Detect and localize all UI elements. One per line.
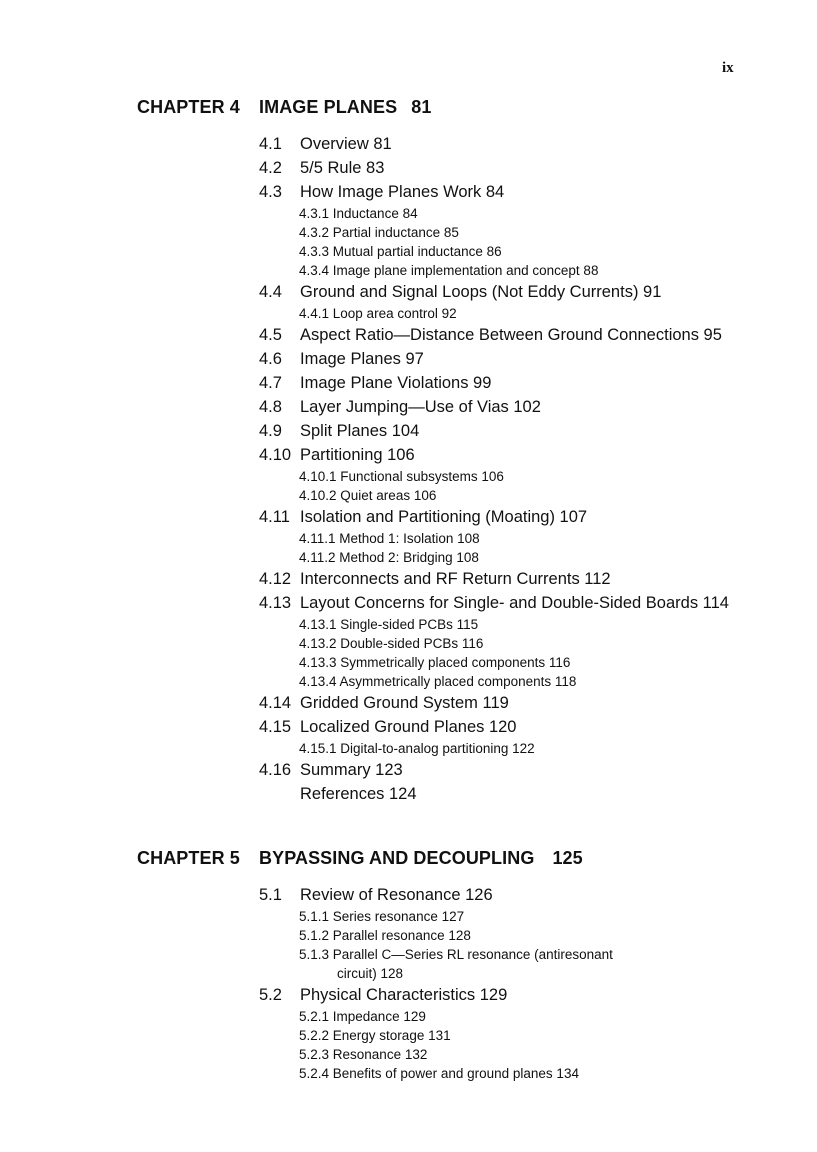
section-title: Split Planes 104 bbox=[300, 422, 420, 440]
chapter-5-heading bbox=[137, 848, 777, 874]
section-number: 4.7 bbox=[259, 374, 282, 392]
section-number: 4.4 bbox=[259, 283, 282, 301]
section-title: Physical Characteristics 129 bbox=[300, 986, 508, 1004]
section-title: Layer Jumping—Use of Vias 102 bbox=[300, 398, 541, 416]
section-entry bbox=[137, 505, 777, 529]
subsection-entry bbox=[137, 1007, 777, 1026]
section-number: 5.2 bbox=[259, 986, 282, 1004]
section-number: 4.3 bbox=[259, 183, 282, 201]
chapter-4-entries bbox=[137, 132, 777, 806]
subsection-title: 4.13.3 Symmetrically placed components 116 bbox=[299, 655, 571, 670]
section-title: 5/5 Rule 83 bbox=[300, 159, 385, 177]
section-entry bbox=[137, 323, 777, 347]
section-number: 4.8 bbox=[259, 398, 282, 416]
chapter-page: 81 bbox=[411, 97, 432, 117]
section-number: 4.1 bbox=[259, 135, 282, 153]
subsection-title: 4.4.1 Loop area control 92 bbox=[299, 306, 457, 321]
section-entry bbox=[137, 395, 777, 419]
section-number: 4.10 bbox=[259, 446, 292, 464]
section-title: How Image Planes Work 84 bbox=[300, 183, 505, 201]
subsection-title: 5.1.1 Series resonance 127 bbox=[299, 909, 465, 924]
section-entry bbox=[137, 591, 777, 615]
subsection-title: 4.11.2 Method 2: Bridging 108 bbox=[299, 550, 479, 565]
section-entry bbox=[137, 156, 777, 180]
chapter-title-text: BYPASSING AND DECOUPLING bbox=[259, 848, 535, 868]
subsection-title: 5.2.1 Impedance 129 bbox=[299, 1009, 426, 1024]
chapter-label: CHAPTER 4 bbox=[137, 97, 240, 117]
section-number: 4.9 bbox=[259, 422, 282, 440]
chapter-5-entries bbox=[137, 883, 777, 1083]
chapter-4-block bbox=[137, 97, 777, 806]
subsection-title: 4.3.1 Inductance 84 bbox=[299, 206, 418, 221]
section-entry bbox=[137, 419, 777, 443]
subsection-entry bbox=[137, 261, 777, 280]
section-number: 4.5 bbox=[259, 326, 282, 344]
subsection-title: 4.3.4 Image plane implementation and concept 88 bbox=[299, 263, 599, 278]
subsection-entry bbox=[137, 486, 777, 505]
subsection-entry bbox=[137, 739, 777, 758]
section-number: 4.11 bbox=[259, 508, 290, 526]
chapter-5-block bbox=[137, 848, 777, 1083]
subsection-entry bbox=[137, 223, 777, 242]
subsection-title: 4.10.2 Quiet areas 106 bbox=[299, 488, 437, 503]
section-number: 4.12 bbox=[259, 570, 292, 588]
subsection-entry bbox=[137, 1026, 777, 1045]
section-entry bbox=[137, 567, 777, 591]
section-title: Overview 81 bbox=[300, 135, 392, 153]
section-entry bbox=[137, 443, 777, 467]
subsection-entry bbox=[137, 204, 777, 223]
subsection-entry bbox=[137, 548, 777, 567]
subsection-continuation bbox=[137, 964, 777, 983]
section-title: Interconnects and RF Return Currents 112 bbox=[300, 570, 611, 588]
section-title: Isolation and Partitioning (Moating) 107 bbox=[300, 508, 588, 526]
chapter-title-text: IMAGE PLANES bbox=[259, 97, 398, 117]
section-title: Aspect Ratio—Distance Between Ground Connections 95 bbox=[300, 326, 722, 344]
subsection-title: 4.13.2 Double-sided PCBs 116 bbox=[299, 636, 484, 651]
subsection-entry bbox=[137, 907, 777, 926]
subsection-entry bbox=[137, 467, 777, 486]
section-title: Layout Concerns for Single- and Double-Sided Boards 114 bbox=[300, 594, 729, 612]
subsection-entry bbox=[137, 304, 777, 323]
references-title: References 124 bbox=[300, 785, 417, 803]
subsection-title: 5.2.2 Energy storage 131 bbox=[299, 1028, 451, 1043]
section-title: Image Plane Violations 99 bbox=[300, 374, 492, 392]
section-entry bbox=[137, 347, 777, 371]
chapter-title bbox=[259, 848, 583, 869]
references-entry bbox=[137, 782, 777, 806]
subsection-entry bbox=[137, 653, 777, 672]
subsection-title: 5.1.3 Parallel C—Series RL resonance (antiresonant bbox=[299, 947, 613, 962]
section-entry bbox=[137, 883, 777, 907]
section-title: Gridded Ground System 119 bbox=[300, 694, 509, 712]
section-number: 4.14 bbox=[259, 694, 292, 712]
chapter-label: CHAPTER 5 bbox=[137, 848, 240, 868]
section-entry bbox=[137, 715, 777, 739]
section-number: 4.15 bbox=[259, 718, 292, 736]
section-number: 4.16 bbox=[259, 761, 292, 779]
section-title: Image Planes 97 bbox=[300, 350, 424, 368]
section-number: 4.13 bbox=[259, 594, 292, 612]
section-title: Partitioning 106 bbox=[300, 446, 415, 464]
section-title: Summary 123 bbox=[300, 761, 403, 779]
chapter-title bbox=[259, 97, 431, 118]
section-entry bbox=[137, 758, 777, 782]
section-title: Ground and Signal Loops (Not Eddy Currents) 91 bbox=[300, 283, 662, 301]
subsection-entry bbox=[137, 1064, 777, 1083]
subsection-entry bbox=[137, 926, 777, 945]
section-title: Review of Resonance 126 bbox=[300, 886, 493, 904]
section-number: 4.6 bbox=[259, 350, 282, 368]
subsection-entry bbox=[137, 945, 777, 964]
subsection-entry bbox=[137, 529, 777, 548]
subsection-title: 4.3.3 Mutual partial inductance 86 bbox=[299, 244, 502, 259]
page-number: ix bbox=[722, 60, 734, 76]
subsection-entry bbox=[137, 634, 777, 653]
subsection-entry bbox=[137, 1045, 777, 1064]
section-entry bbox=[137, 180, 777, 204]
subsection-title: 5.1.2 Parallel resonance 128 bbox=[299, 928, 471, 943]
subsection-entry bbox=[137, 242, 777, 261]
subsection-entry bbox=[137, 672, 777, 691]
section-entry bbox=[137, 983, 777, 1007]
section-number: 5.1 bbox=[259, 886, 282, 904]
subsection-title: 5.2.3 Resonance 132 bbox=[299, 1047, 428, 1062]
section-entry bbox=[137, 691, 777, 715]
subsection-entry bbox=[137, 615, 777, 634]
subsection-title: 4.11.1 Method 1: Isolation 108 bbox=[299, 531, 480, 546]
subsection-title: 4.13.4 Asymmetrically placed components 118 bbox=[299, 674, 577, 689]
subsection-title: 4.10.1 Functional subsystems 106 bbox=[299, 469, 504, 484]
section-number: 4.2 bbox=[259, 159, 282, 177]
section-entry bbox=[137, 280, 777, 304]
chapter-4-heading bbox=[137, 97, 777, 123]
section-title: Localized Ground Planes 120 bbox=[300, 718, 517, 736]
subsection-title: 5.2.4 Benefits of power and ground planes 134 bbox=[299, 1066, 579, 1081]
subsection-title: 4.15.1 Digital-to-analog partitioning 122 bbox=[299, 741, 535, 756]
section-entry bbox=[137, 371, 777, 395]
subsection-title: 4.3.2 Partial inductance 85 bbox=[299, 225, 459, 240]
subsection-title: 4.13.1 Single-sided PCBs 115 bbox=[299, 617, 479, 632]
subsection-title-continued: circuit) 128 bbox=[337, 966, 404, 981]
chapter-page: 125 bbox=[552, 848, 583, 868]
section-entry bbox=[137, 132, 777, 156]
